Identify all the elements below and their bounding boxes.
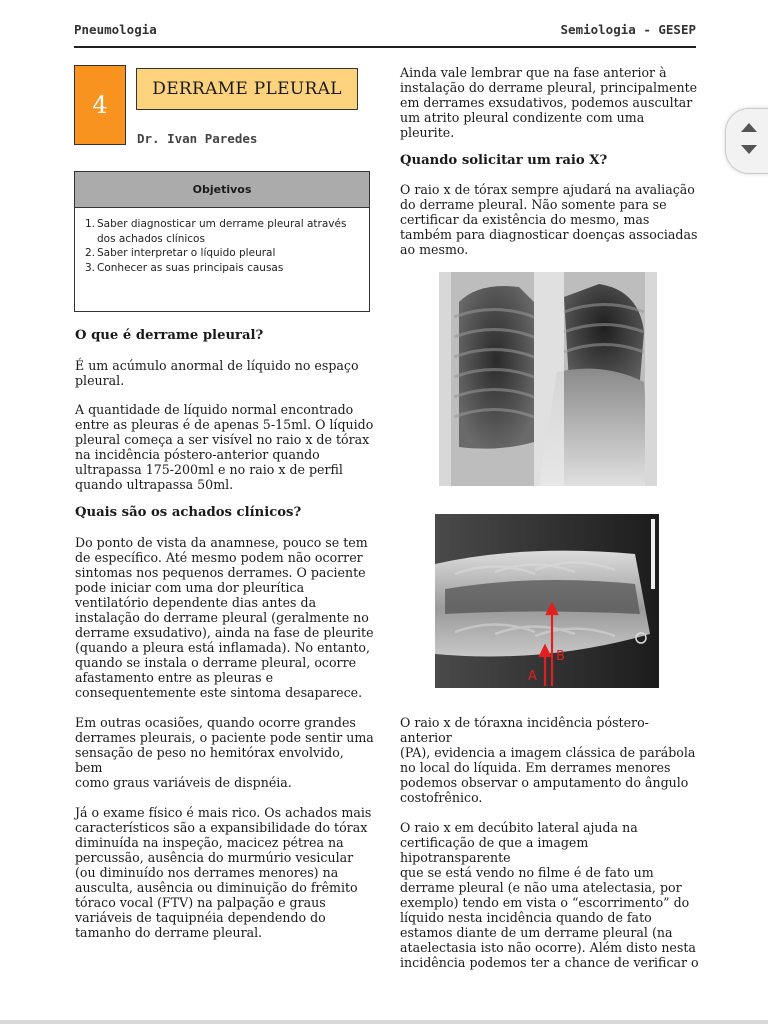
- text-line: Em outras ocasiões, quando ocorre grandes: [75, 715, 356, 730]
- text-line: na incidência póstero-anterior quando: [75, 447, 320, 462]
- paragraph: [75, 402, 375, 492]
- text-line: que se está vendo no filme é de fato um: [400, 865, 654, 880]
- chapter-author: Dr. Ivan Paredes: [137, 131, 258, 146]
- text-line: ao mesmo.: [400, 242, 469, 257]
- text-line: variáveis de taquipnéia dependendo do: [75, 910, 326, 925]
- text-line: como graus variáveis de dispnéia.: [75, 775, 292, 790]
- paragraph: [400, 715, 700, 805]
- text-line: ataelectasia isto não ocorre). Além disto nesta: [400, 940, 696, 955]
- text-line: líquido nesta incidência quando de fato: [400, 910, 652, 925]
- text-line: afastamento entre as pleuras e: [75, 670, 274, 685]
- label-b: B: [556, 649, 565, 664]
- text-line: Ainda vale lembrar que na fase anterior à: [400, 65, 667, 80]
- page-header: [74, 22, 696, 50]
- text-line: um atrito pleural condizente com uma: [400, 110, 645, 125]
- text-line: derrames pleurais, o paciente pode sentir uma: [75, 730, 374, 745]
- text-line: É um acúmulo anormal de líquido no espaço: [75, 358, 359, 373]
- objective-number: 3.: [85, 261, 96, 274]
- paragraph: [75, 535, 375, 700]
- text-line: Do ponto de vista da anamnese, pouco se tem: [75, 535, 368, 550]
- text-line: (PA), evidencia a imagem clássica de parábola: [400, 745, 696, 760]
- text-line: também para diagnosticar doenças associadas: [400, 227, 698, 242]
- left-column: [75, 328, 375, 940]
- paragraph: [75, 358, 375, 388]
- text-line: certificar da existência do mesmo, mas: [400, 212, 650, 227]
- section-heading-xray: Quando solicitar um raio X?: [400, 153, 608, 168]
- text-line: no local do líquida. Em derrames menores: [400, 760, 671, 775]
- text-line: O raio x de tóraxna incidência póstero-anterior: [400, 715, 649, 745]
- text-line: entre as pleuras é de apenas 5-15ml. O líquido: [75, 417, 374, 432]
- text-line: pleural começa a ser visível no raio x de tórax: [75, 432, 370, 447]
- paragraph: [400, 65, 700, 140]
- chest-xray-pa-image: [439, 272, 657, 486]
- text-line: A quantidade de líquido normal encontrado: [75, 402, 354, 417]
- text-line: incidência podemos ter a chance de verificar o: [400, 955, 699, 970]
- chest-xray-decubitus-image: [435, 514, 659, 688]
- section-heading-findings: Quais são os achados clínicos?: [75, 505, 302, 520]
- text-line: certificação de que a imagem hipotransparente: [400, 835, 589, 865]
- text-line: O raio x em decúbito lateral ajuda na: [400, 820, 638, 835]
- text-line: tóraco vocal (FTV) na palpação e graus: [75, 895, 326, 910]
- text-line: instalação do derrame pleural, principalmente: [400, 80, 698, 95]
- bottom-scroll-bar: [0, 1020, 768, 1024]
- text-line: percussão, ausência do murmúrio vesicular: [75, 850, 354, 865]
- header-section-title: Pneumologia: [74, 22, 157, 37]
- objectives-box: [74, 171, 370, 312]
- text-line: ventilatório dependente dias antes da: [75, 595, 317, 610]
- objective-text: Conhecer as suas principais causas: [97, 261, 284, 274]
- page-nav-tab: [725, 108, 768, 174]
- text-line: quando se instala o derrame pleural, ocorre: [75, 655, 357, 670]
- text-line: pleural.: [75, 373, 125, 388]
- objective-text-cont: dos achados clínicos: [97, 232, 205, 245]
- objective-item: [85, 246, 361, 261]
- text-line: do derrame pleural. Não somente para se: [400, 197, 667, 212]
- text-line: derrame exsudativo), ainda na fase de pleurite: [75, 625, 374, 640]
- text-line: quando ultrapassa 50ml.: [75, 477, 234, 492]
- text-line: Já o exame físico é mais rico. Os achados mais: [75, 805, 372, 820]
- text-line: de específico. Até mesmo podem não ocorrer: [75, 550, 363, 565]
- chevron-up-icon[interactable]: [741, 123, 757, 132]
- text-line: diminuída na inspeção, macicez pétrea na: [75, 835, 344, 850]
- text-line: ausculta, ausência ou diminuição do frêmito: [75, 880, 358, 895]
- text-line: (ou diminuído nos derrames menores) na: [75, 865, 339, 880]
- objectives-heading: Objetivos: [75, 172, 369, 208]
- paragraph: [75, 715, 375, 790]
- text-line: sensação de peso no hemitórax envolvido, bem: [75, 745, 344, 775]
- objectives-list: [75, 208, 369, 275]
- paragraph: [400, 182, 700, 257]
- chevron-down-icon[interactable]: [741, 145, 757, 154]
- right-column-top: [400, 65, 700, 257]
- chapter-title: DERRAME PLEURAL: [136, 68, 358, 110]
- header-book-title: Semiologia - GESEP: [560, 22, 696, 37]
- paragraph: [75, 805, 375, 940]
- text-line: consequentemente este sintoma desaparece.: [75, 685, 363, 700]
- text-line: derrame pleural (e não uma atelectasia, por: [400, 880, 682, 895]
- right-column-bottom: [400, 715, 700, 970]
- text-line: estamos diante de um derrame pleural (na: [400, 925, 673, 940]
- text-line: característicos são a expansibilidade do tórax: [75, 820, 368, 835]
- text-line: tamanho do derrame pleural.: [75, 925, 263, 940]
- text-line: (quando a pleura está inflamada). No entanto,: [75, 640, 371, 655]
- label-a: A: [528, 669, 537, 684]
- header-rule: [74, 46, 696, 48]
- chapter-number: 4: [74, 65, 126, 145]
- text-line: pleurite.: [400, 125, 455, 140]
- text-line: sintomas nos pequenos derrames. O paciente: [75, 565, 366, 580]
- objective-text: Saber interpretar o líquido pleural: [97, 247, 276, 259]
- text-line: podemos observar o amputamento do ângulo: [400, 775, 689, 790]
- text-line: costofrênico.: [400, 790, 483, 805]
- objective-number: 1.: [85, 218, 96, 230]
- text-line: ultrapassa 175-200ml e no raio x de perfil: [75, 462, 343, 477]
- paragraph: [400, 820, 700, 970]
- text-line: instalação do derrame pleural (geralmente no: [75, 610, 369, 625]
- text-line: O raio x de tórax sempre ajudará na avaliação: [400, 182, 695, 197]
- text-line: pode iniciar com uma dor pleurítica: [75, 580, 305, 595]
- objective-item: [85, 217, 361, 246]
- objective-text: Saber diagnosticar um derrame pleural através: [97, 218, 347, 230]
- text-line: exemplo) tendo em vista o “escorrimento” do: [400, 895, 690, 910]
- objective-item: [85, 261, 361, 276]
- text-line: em derrames exsudativos, podemos auscultar: [400, 95, 693, 110]
- section-heading-what-is: O que é derrame pleural?: [75, 328, 264, 343]
- objective-number: 2.: [85, 247, 96, 259]
